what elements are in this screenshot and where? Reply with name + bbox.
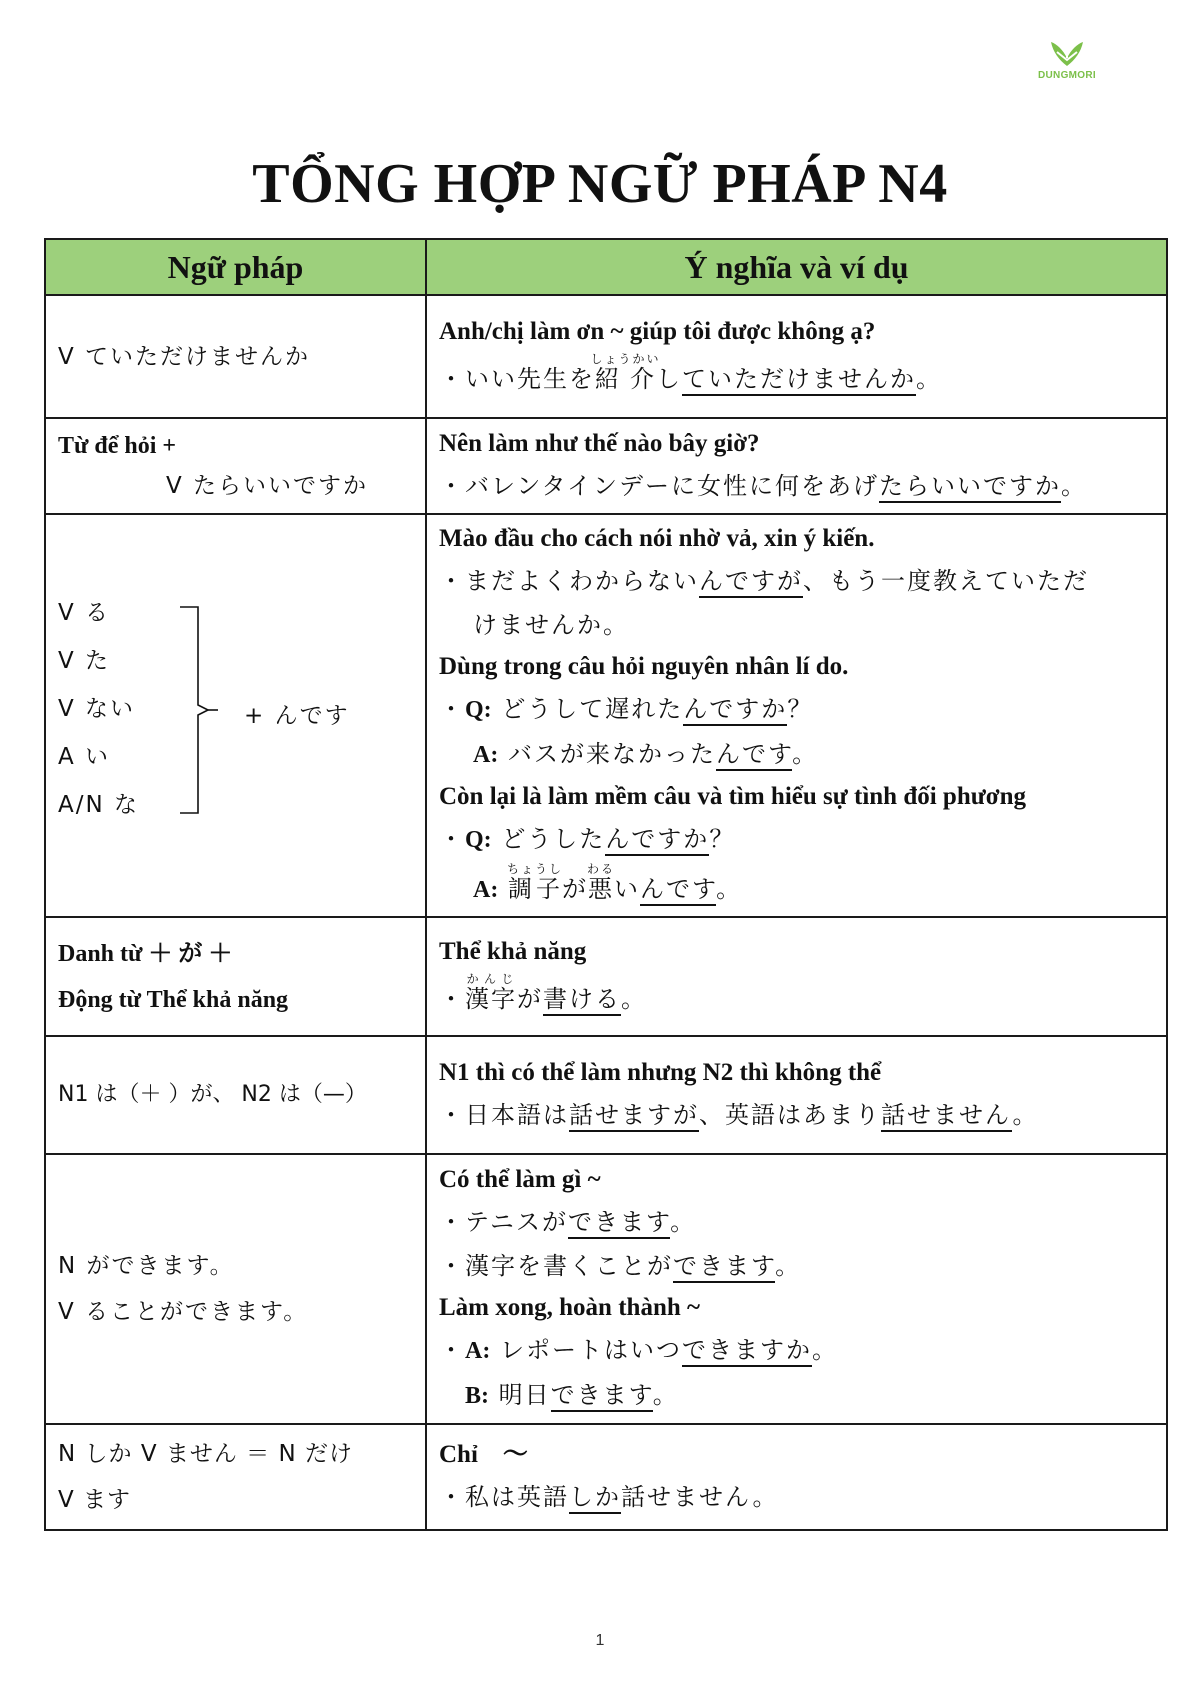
meaning-heading: Mào đầu cho cách nói nhờ vả, xin ý kiến. bbox=[439, 525, 875, 552]
brace-group bbox=[58, 581, 413, 851]
meaning-heading: Anh/chị làm ơn ~ giúp tôi được không ạ? bbox=[439, 318, 876, 345]
meaning-cell bbox=[426, 1424, 1167, 1530]
table-row bbox=[45, 295, 1167, 418]
form-item: V る bbox=[58, 599, 111, 626]
table-row bbox=[45, 917, 1167, 1036]
table-row bbox=[45, 1036, 1167, 1154]
header-meaning: Ý nghĩa và ví dụ bbox=[426, 239, 1167, 295]
example-continuation: けませんか。 bbox=[473, 611, 629, 639]
leaf-logo-icon bbox=[1047, 36, 1087, 68]
grammar-pattern-line1: N ができます。 bbox=[58, 1253, 235, 1279]
header-grammar: Ngữ pháp bbox=[45, 239, 426, 295]
example-answer: B: 明日できます。 bbox=[439, 1373, 1156, 1418]
meaning-heading: Làm xong, hoàn thành ~ bbox=[439, 1294, 700, 1321]
meaning-heading: Nên làm như thế nào bây giờ? bbox=[439, 430, 760, 457]
grammar-pattern-line1: Danh từ ＋ が ＋ bbox=[58, 940, 233, 967]
meaning-heading: Dùng trong câu hỏi nguyên nhân lí do. bbox=[439, 653, 849, 680]
example-sentence: ・私は英語しか話せません。 bbox=[439, 1475, 1156, 1519]
meaning-heading: Chỉ ～ bbox=[439, 1441, 528, 1468]
example-sentence: ・漢字かんじが書ける。 bbox=[439, 972, 1156, 1021]
form-item: V ない bbox=[58, 695, 136, 722]
grammar-pattern-line2: V ることができます。 bbox=[58, 1299, 309, 1325]
grammar-cell bbox=[45, 418, 426, 514]
meaning-cell bbox=[426, 1036, 1167, 1154]
grammar-pattern-line1: N しか V ません ＝ N だけ bbox=[58, 1441, 354, 1467]
example-question: ・Q: どうしたんですか？ bbox=[439, 817, 1156, 862]
page-number: 1 bbox=[595, 1632, 605, 1649]
table-row bbox=[45, 1424, 1167, 1530]
furigana-word: 漢字かんじ bbox=[465, 972, 517, 1013]
meaning-cell bbox=[426, 917, 1167, 1036]
grammar-pattern-line2: Động từ Thể khả năng bbox=[58, 986, 289, 1013]
logo-text: DUNGMORI bbox=[1038, 70, 1096, 81]
table-row bbox=[45, 1154, 1167, 1424]
grammar-pattern: V ていただけませんか bbox=[58, 343, 311, 370]
example-sentence: ・まだよくわからないんですが、もう一度教えていただ bbox=[439, 559, 1156, 603]
meaning-heading: Còn lại là làm mềm câu và tìm hiểu sự tình đối phương bbox=[439, 783, 1026, 810]
table-row bbox=[45, 418, 1167, 514]
example-question: ・A: レポートはいつできますか。 bbox=[439, 1328, 1156, 1373]
meaning-cell bbox=[426, 514, 1167, 917]
meaning-heading: Có thể làm gì ~ bbox=[439, 1166, 601, 1193]
form-item: A い bbox=[58, 743, 111, 770]
meaning-cell bbox=[426, 295, 1167, 418]
grammar-table bbox=[44, 238, 1168, 1531]
grammar-pattern-line2: V ます bbox=[58, 1487, 132, 1513]
example-sentence: ・バレンタインデーに女性に何をあげたらいいですか。 bbox=[439, 464, 1156, 508]
example-question: ・Q: どうして遅れたんですか？ bbox=[439, 687, 1156, 732]
grammar-cell bbox=[45, 1036, 426, 1154]
example-sentence: ・日本語は話せますが、英語はあまり話せません。 bbox=[439, 1093, 1156, 1137]
form-list bbox=[58, 589, 139, 829]
meaning-cell bbox=[426, 1154, 1167, 1424]
grammar-cell bbox=[45, 514, 426, 917]
meaning-cell bbox=[426, 418, 1167, 514]
example-answer: A: 調子ちょうしが悪わるいんです。 bbox=[439, 862, 1156, 912]
example-sentence: ・テニスができます。 bbox=[439, 1200, 1156, 1244]
furigana-word: 悪わる bbox=[586, 862, 615, 903]
right-brace-icon bbox=[178, 605, 218, 815]
grammar-pattern-line1: Từ để hỏi + bbox=[58, 433, 177, 459]
grammar-cell bbox=[45, 295, 426, 418]
grammar-cell bbox=[45, 1424, 426, 1530]
page-title: TỔNG HỢP NGỮ PHÁP N4 bbox=[252, 153, 948, 215]
grammar-cell bbox=[45, 917, 426, 1036]
dungmori-logo bbox=[1032, 36, 1102, 92]
grammar-pattern-line2: V たらいいですか bbox=[166, 473, 369, 499]
meaning-heading: Thể khả năng bbox=[439, 938, 587, 965]
grammar-pattern: N1 は（＋ ）が、 N2 は（—） bbox=[58, 1082, 367, 1107]
plus-ndesu: + んです bbox=[244, 702, 350, 729]
form-item: V た bbox=[58, 647, 111, 674]
furigana-word: 調子ちょうし bbox=[506, 862, 563, 903]
table-header-row bbox=[45, 239, 1167, 295]
grammar-cell bbox=[45, 1154, 426, 1424]
form-item: A/N な bbox=[58, 791, 139, 818]
meaning-heading: N1 thì có thể làm nhưng N2 thì không thể bbox=[439, 1059, 882, 1086]
table-row bbox=[45, 514, 1167, 917]
example-sentence: ・いい先生を紹介しょうかいしていただけませんか。 bbox=[439, 352, 1156, 401]
example-answer: A: バスが来なかったんです。 bbox=[439, 732, 1156, 777]
furigana-word: 紹介しょうかい bbox=[590, 352, 661, 393]
example-sentence: ・漢字を書くことができます。 bbox=[439, 1244, 1156, 1288]
